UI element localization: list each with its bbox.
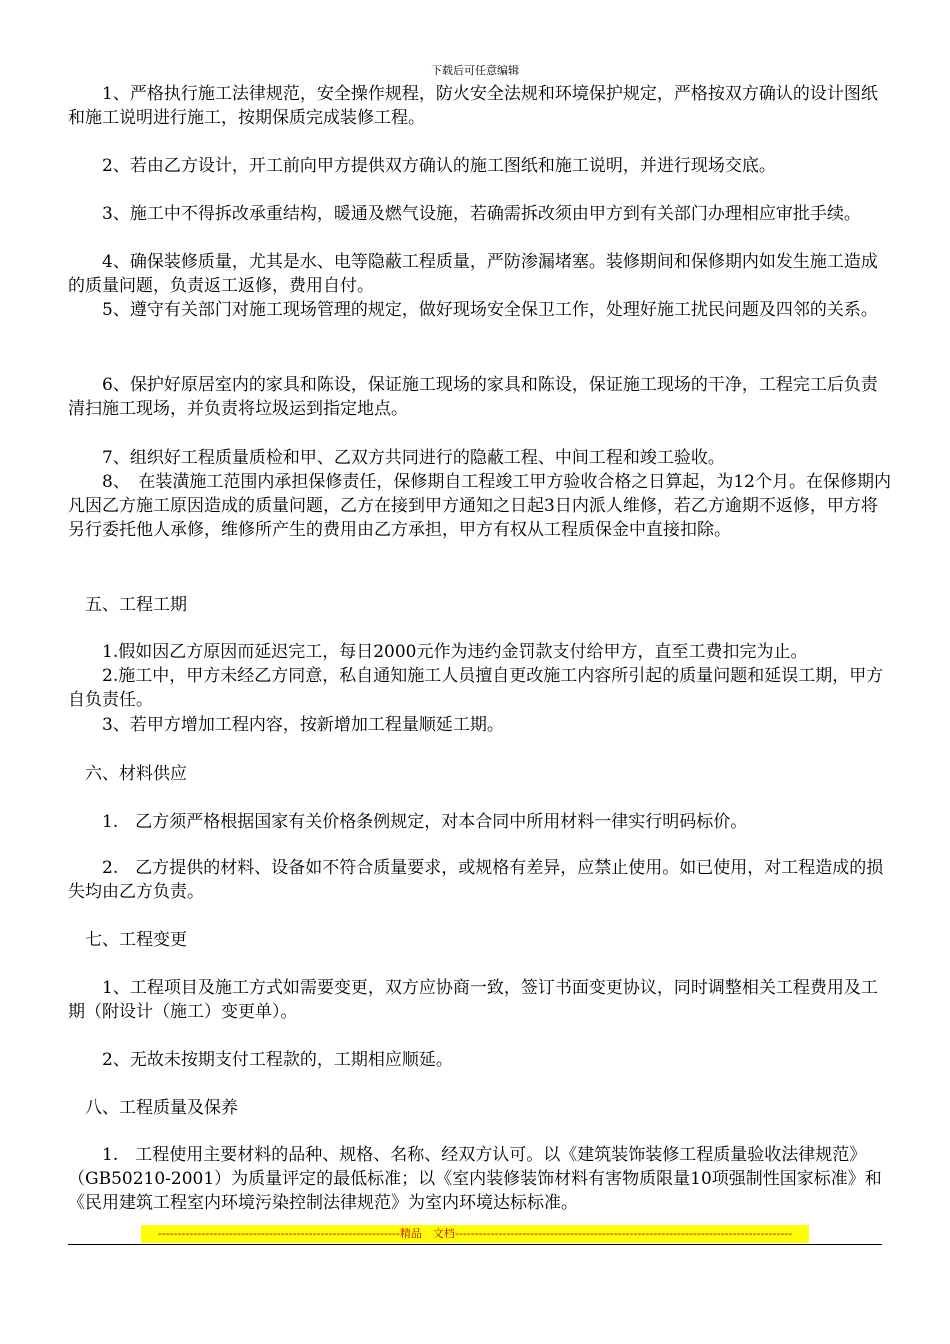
paragraph-clause-2: 2、若由乙方设计，开工前向甲方提供双方确认的施工图纸和施工说明，并进行现场交底。 — [68, 156, 776, 176]
section-heading-5: 五、工程工期 — [68, 595, 187, 615]
paragraph-quality-1: 1. 工程使用主要材料的品种、规格、名称、经双方认可。以《建筑装饰装修工程质量验收法律规范》（GB50210-2001）为质量评定的最低标准；以《室内装修装饰材料有害物质限量10项强制性国家标准》和《民用建筑工程室内环境污染控制法律规范》为室内环境达标标准。 — [68, 1145, 882, 1213]
paragraph-clause-5: 5、遵守有关部门对施工现场管理的规定，做好现场安全保卫工作，处理好施工扰民问题及四邻的关系。 — [68, 300, 878, 320]
section-heading-7: 七、工程变更 — [68, 930, 187, 950]
paragraph-change-2: 2、无故未按期支付工程款的，工期相应顺延。 — [68, 1050, 453, 1070]
paragraph-change-1: 1、工程项目及施工方式如需要变更，双方应协商一致，签订书面变更协议，同时调整相关工程费用及工期（附设计（施工）变更单）。 — [68, 978, 878, 1022]
paragraph-clause-3: 3、施工中不得拆改承重结构，暖通及燃气设施，若确需拆改须由甲方到有关部门办理相应审批手续。 — [68, 204, 861, 224]
paragraph-clause-1: 1、严格执行施工法律规范，安全操作规程，防火安全法规和环境保护规定，严格按双方确认的设计图纸和施工说明进行施工，按期保质完成装修工程。 — [68, 84, 878, 128]
paragraph-clause-7: 7、组织好工程质量质检和甲、乙双方共同进行的隐蔽工程、中间工程和竣工验收。 — [68, 448, 725, 468]
paragraph-clause-6: 6、保护好原居室内的家具和陈设，保证施工现场的家具和陈设，保证施工现场的干净，工程完工后负责清扫施工现场，并负责将垃圾运到指定地点。 — [68, 375, 878, 419]
paragraph-clause-4: 4、确保装修质量，尤其是水、电等隐蔽工程质量，严防渗漏堵塞。装修期间和保修期内如发生施工造成的质量问题，负责返工返修，费用自付。 — [68, 252, 878, 296]
paragraph-clause-8: 8、 在装潢施工范围内承担保修责任，保修期自工程竣工甲方验收合格之日算起，为12个月。在保修期内凡因乙方施工原因造成的质量问题，乙方在接到甲方通知之日起3日内派人维修，若乙方逾期不返修，甲方将另行委托他人承修，维修所产生的费用由乙方承担，甲方有权从工程质保金中直接扣除。 — [68, 472, 891, 540]
paragraph-schedule-3: 3、若甲方增加工程内容，按新增加工程量顺延工期。 — [68, 715, 504, 735]
footer-divider — [68, 1244, 882, 1245]
paragraph-material-1: 1. 乙方须严格根据国家有关价格条例规定，对本合同中所用材料一律实行明码标价。 — [68, 812, 748, 832]
paragraph-schedule-2: 2.施工中，甲方未经乙方同意，私自通知施工人员擅自更改施工内容所引起的质量问题和延误工期，甲方自负责任。 — [68, 666, 884, 710]
paragraph-schedule-1: 1.假如因乙方原因而延迟完工，每日2000元作为违约金罚款支付给甲方，直至工费扣完为止。 — [68, 642, 808, 662]
section-heading-6: 六、材料供应 — [68, 764, 187, 784]
paragraph-material-2: 2. 乙方提供的材料、设备如不符合质量要求，或规格有差异，应禁止使用。如已使用，对工程造成的损失均由乙方负责。 — [68, 858, 884, 902]
page-header: 下载后可任意编辑 — [431, 64, 519, 77]
footer-label: -------------------------------------------------------------精品 文档------------------------------------------------------------------------------------- — [157, 1227, 793, 1240]
section-heading-8: 八、工程质量及保养 — [68, 1098, 238, 1118]
